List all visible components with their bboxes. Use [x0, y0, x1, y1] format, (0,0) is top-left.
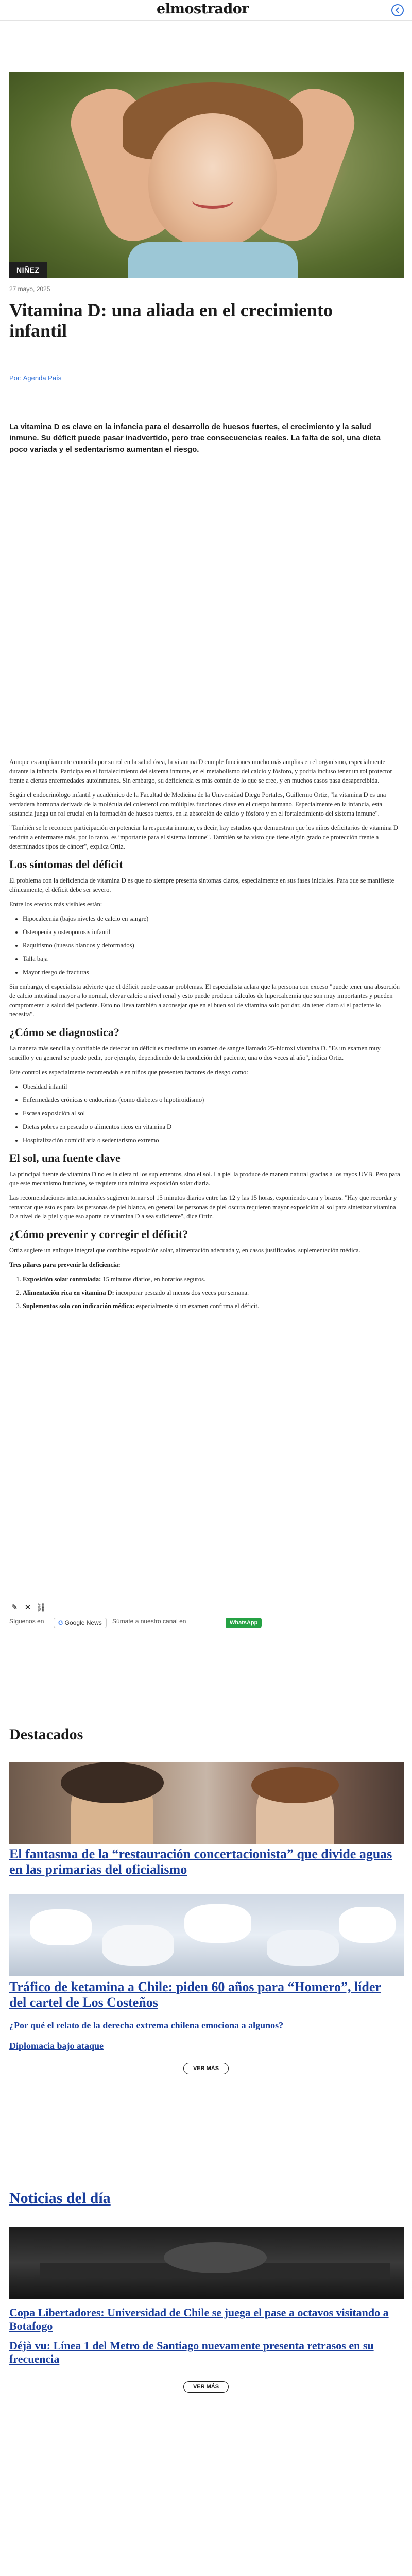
destacado-image[interactable]	[9, 1894, 404, 1976]
paragraph: "También se le reconoce participación en potenciar la respuesta inmune, es decir, hay estudios que demuestran que los niños deficitarios de vitamina D tendrán a enfermarse más, por lo tanto, es importante para el sistema inmune". También se ha visto que tiene algún grado de protección frente a determinados tipos de cáncer", explica Ortiz.	[9, 824, 398, 850]
noticia-title[interactable]: Déjà vu: Línea 1 del Metro de Santiago nuevamente presenta retrasos en su frecuencia	[9, 2339, 374, 2365]
paragraph: Ortiz sugiere un enfoque integral que combine exposición solar, alimentación adecuada y, en casos justificados, suplementación médica.	[9, 1247, 360, 1254]
x-icon[interactable]: ✕	[24, 1603, 31, 1612]
site-header	[0, 0, 412, 21]
category-tag[interactable]: NIÑEZ	[9, 262, 47, 278]
list-item: • Mayor riesgo de fracturas	[23, 968, 401, 977]
list-item: • Osteopenia y osteoporosis infantil	[23, 927, 401, 937]
list-item: 2. Alimentación rica en vitamina D: incorporar pescado al menos dos veces por semana.	[23, 1288, 401, 1297]
pencil-icon[interactable]: ✎	[11, 1603, 18, 1612]
risk-list	[23, 1082, 401, 1145]
destacado-image[interactable]	[9, 1762, 404, 1844]
article-lead: La vitamina D es clave en la infancia para el desarrollo de huesos fuertes, el crecimiento y la salud inmune. Su déficit puede pasar inadvertido, pero trae consecuencias reales. La falta de sol, una dieta poco variada y el sedentarismo aumentan el riesgo.	[9, 422, 381, 454]
google-icon: G	[58, 1619, 65, 1626]
pillars-list	[23, 1275, 401, 1311]
paragraph: La manera más sencilla y confiable de detectar un déficit es mediante un examen de sangre llamado 25-hidroxi vitamina D. "Es un examen muy sencillo y en general se puede pedir, por ejemplo, dependiendo de la condición del paciente, una o dos veces al año", indica Ortiz.	[9, 1045, 381, 1061]
subheading: El sol, una fuente clave	[9, 1151, 121, 1164]
list-item: • Raquitismo (huesos blandos y deformados)	[23, 941, 401, 950]
list-item: 3. Suplementos solo con indicación médica: especialmente si un examen confirma el déficit.	[23, 1301, 401, 1311]
destacado-title[interactable]: El fantasma de la “restauración concertacionista” que divide aguas en las primarias del oficialismo	[9, 1846, 392, 1877]
list-item: • Dietas pobres en pescado o alimentos ricos en vitamina D	[23, 1122, 401, 1131]
subheading: Los síntomas del déficit	[9, 858, 123, 871]
follow-channel-label: Súmate a nuestro canal en	[112, 1618, 186, 1625]
site-logo[interactable]: elmostrador	[157, 1, 249, 17]
list-item: • Obesidad infantil	[23, 1082, 401, 1091]
list-item: • Enfermedades crónicas o endocrinas (como diabetes o hipotiroidismo)	[23, 1095, 401, 1105]
destacados-title: Destacados	[9, 1726, 83, 1743]
paragraph: La principal fuente de vitamina D no es la dieta ni los suplementos, sino el sol. La piel la produce de manera natural gracias a los rayos UVB. Pero para que este mecanismo funcione, se requiere una mínima exposición solar diaria.	[9, 1171, 400, 1187]
paragraph: Según el endocrinólogo infantil y académico de la Facultad de Medicina de la Universidad Diego Portales, Guillermo Ortiz, "la vitamina D es una verdadera hormona derivada de la molécula del colesterol con múltiples funciones clave en el cuerpo humano. Especialmente en la infancia, esta sustancia juega un rol crucial en la formación de huesos fuertes, en la absorción de calcio y fósforo y en el fortalecimiento del sistema inmune".	[9, 791, 386, 817]
link-icon[interactable]: ⛓	[36, 1603, 46, 1612]
google-news-button[interactable]: G Google News	[54, 1618, 107, 1628]
list-item: • Escasa exposición al sol	[23, 1109, 401, 1118]
paragraph: Tres pilares para prevenir la deficiencia:	[9, 1261, 121, 1268]
noticias-title[interactable]: Noticias del día	[9, 2190, 111, 2207]
share-icon	[394, 7, 401, 14]
list-item: • Talla baja	[23, 954, 401, 963]
paragraph: Sin embargo, el especialista advierte que el déficit puede causar problemas. El especialista aclara que la persona con exceso "puede tener una absorción de calcio intestinal mayor a lo normal, elevar calcio a nivel renal y esto puede producir cálculos de hipercalcemia que son muy importantes y pueden comprometer la salud del paciente. Esto no lleva también a aconsejar que en el buen sol de vitamina solo por dar, sin tener claro si el paciente lo necesita".	[9, 983, 400, 1018]
article-title: Vitamina D: una aliada en el crecimiento infantil	[9, 300, 333, 341]
noticia-image[interactable]	[9, 2227, 404, 2299]
subheading: ¿Cómo prevenir y corregir el déficit?	[9, 1228, 188, 1241]
share-row	[9, 1602, 401, 1615]
subheading: ¿Cómo se diagnostica?	[9, 1026, 119, 1039]
ver-mas-button[interactable]: VER MÁS	[183, 2063, 229, 2074]
follow-label: Síguenos en	[9, 1618, 44, 1625]
list-item: 1. Exposición solar controlada: 15 minutos diarios, en horarios seguros.	[23, 1275, 401, 1284]
article-date: 27 mayo, 2025	[9, 285, 50, 293]
article-body	[9, 757, 401, 1316]
symptoms-list	[23, 914, 401, 977]
destacado-link[interactable]: ¿Por qué el relato de la derecha extrema chilena emociona a algunos?	[9, 2020, 284, 2030]
paragraph: El problema con la deficiencia de vitamina D es que no siempre presenta síntomas claros, especialmente en sus fases iniciales. Para que se manifieste clínicamente, el déficit debe ser severo.	[9, 877, 394, 893]
hero-image	[9, 72, 404, 278]
destacado-title[interactable]: Tráfico de ketamina a Chile: piden 60 años para “Homero”, líder del cartel de Los Costeños	[9, 1979, 381, 2010]
paragraph: Este control es especialmente recomendable en niños que presenten factores de riesgo como:	[9, 1069, 248, 1076]
whatsapp-button[interactable]: WhatsApp	[226, 1618, 262, 1628]
ver-mas-button[interactable]: VER MÁS	[183, 2381, 229, 2393]
article-author[interactable]: Por: Agenda País	[9, 374, 62, 382]
share-button[interactable]	[391, 4, 404, 16]
follow-row	[9, 1618, 401, 1629]
noticia-title[interactable]: Copa Libertadores: Universidad de Chile se juega el pase a octavos visitando a Botafogo	[9, 2306, 389, 2332]
list-item: • Hospitalización domiciliaria o sedentarismo extremo	[23, 1136, 401, 1145]
paragraph: Aunque es ampliamente conocida por su rol en la salud ósea, la vitamina D cumple funciones mucho más amplias en el organismo, especialmente durante la infancia. Participa en el fortalecimiento del sistema inmune, en el metabolismo del calcio y fósforo, y podría incluso tener un rol protector frente a ciertas enfermedades autoinmunes. Sin embargo, su deficiencia es más común de lo que se cree, y en muchos casos pasa desapercibida.	[9, 758, 392, 784]
list-item: • Hipocalcemia (bajos niveles de calcio en sangre)	[23, 914, 401, 923]
destacado-link[interactable]: Diplomacia bajo ataque	[9, 2041, 104, 2051]
paragraph: Entre los efectos más visibles están:	[9, 901, 102, 908]
paragraph: Las recomendaciones internacionales sugieren tomar sol 15 minutos diarios entre las 12 y las 15 horas, exponiendo cara y brazos. "Hay que recordar y remarcar que esto es para las personas de piel blanca, en general las personas de piel oscura requieren mayor exposición al sol para sintetizar vitamina D a nivel de la piel y que eso aporte de vitamina D a sea suficiente", dice Ortiz.	[9, 1194, 397, 1220]
